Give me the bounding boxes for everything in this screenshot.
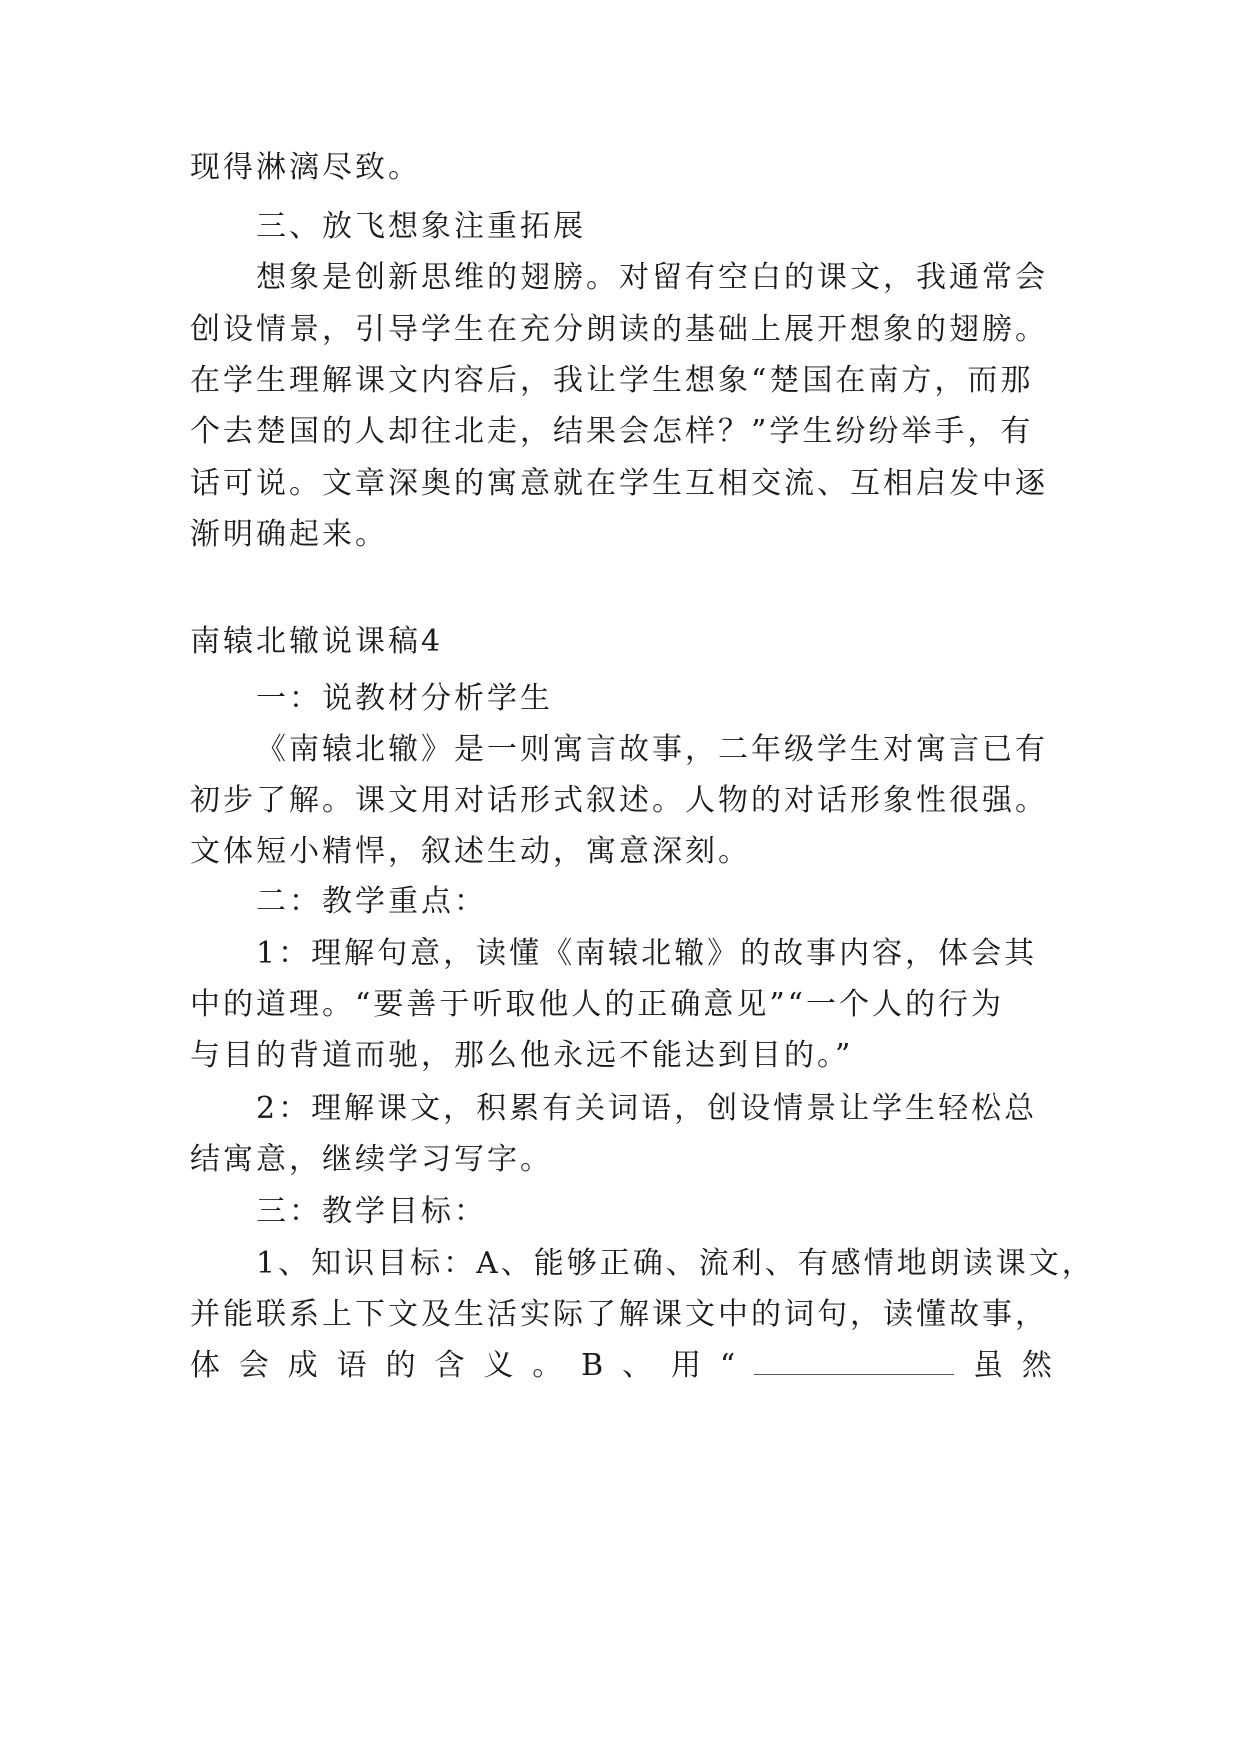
char: 、 [622,1348,653,1383]
text-line: 想象是创新思维的翅膀。对留有空白的课文，我通常会 [256,260,1048,295]
text-line: 结寓意，继续学习写字。 [190,1142,553,1177]
char: 义 [483,1348,514,1383]
char: 虽 [972,1348,1003,1383]
char: 的 [385,1348,416,1383]
char: 然 [1021,1348,1052,1383]
char: 成 [287,1348,318,1383]
section-heading: 一：说教材分析学生 [256,681,553,716]
section-heading: 二：教学重点： [256,884,487,919]
text-line: 《南辕北辙》是一则寓言故事，二年级学生对寓言已有 [256,732,1048,767]
text-line: 渐明确起来。 [190,517,388,552]
char: 用 [670,1348,701,1383]
justified-text-line [190,1344,1052,1388]
text-line: 1、知识目标：A、能够正确、流利、有感情地朗读课文， [256,1246,1095,1281]
fill-in-blank [754,1344,954,1375]
text-line: 初步了解。课文用对话形式叙述。人物的对话形象性很强。 [190,783,1048,818]
text-line: 中的道理。“要善于听取他人的正确意见”“一个人的行为 [190,987,1005,1022]
char: 体 [190,1348,220,1383]
text-line: 1：理解句意，读懂《南辕北辙》的故事内容，体会其 [256,936,1038,971]
char: “ [719,1348,736,1383]
char: 含 [434,1348,465,1383]
text-line: 在学生理解课文内容后，我让学生想象“楚国在南方，而那 [190,363,1034,398]
text-line: 现得淋漓尽致。 [190,150,421,185]
text-line: 并能联系上下文及生活实际了解课文中的词句，读懂故事， [190,1297,1048,1332]
document-title: 南辕北辙说课稿4 [190,624,444,659]
text-line: 2：理解课文，积累有关词语，创设情景让学生轻松总 [256,1091,1038,1126]
text-line: 与目的背道而驰，那么他永远不能达到目的。” [190,1038,854,1073]
text-line: 创设情景，引导学生在充分朗读的基础上展开想象的翅膀。 [190,312,1048,347]
text-line: 话可说。文章深奥的寓意就在学生互相交流、互相启发中逐 [190,466,1048,501]
char: 。 [532,1348,563,1383]
section-heading: 三、放飞想象注重拓展 [256,209,586,244]
char: B [581,1348,604,1383]
char: 语 [336,1348,367,1383]
text-line: 文体短小精悍，叙述生动，寓意深刻。 [190,834,751,869]
text-line: 个去楚国的人却往北走，结果会怎样？”学生纷纷举手，有 [190,414,1034,449]
document-page [190,0,1095,1754]
section-heading: 三：教学目标： [256,1194,487,1229]
char: 会 [238,1348,269,1383]
